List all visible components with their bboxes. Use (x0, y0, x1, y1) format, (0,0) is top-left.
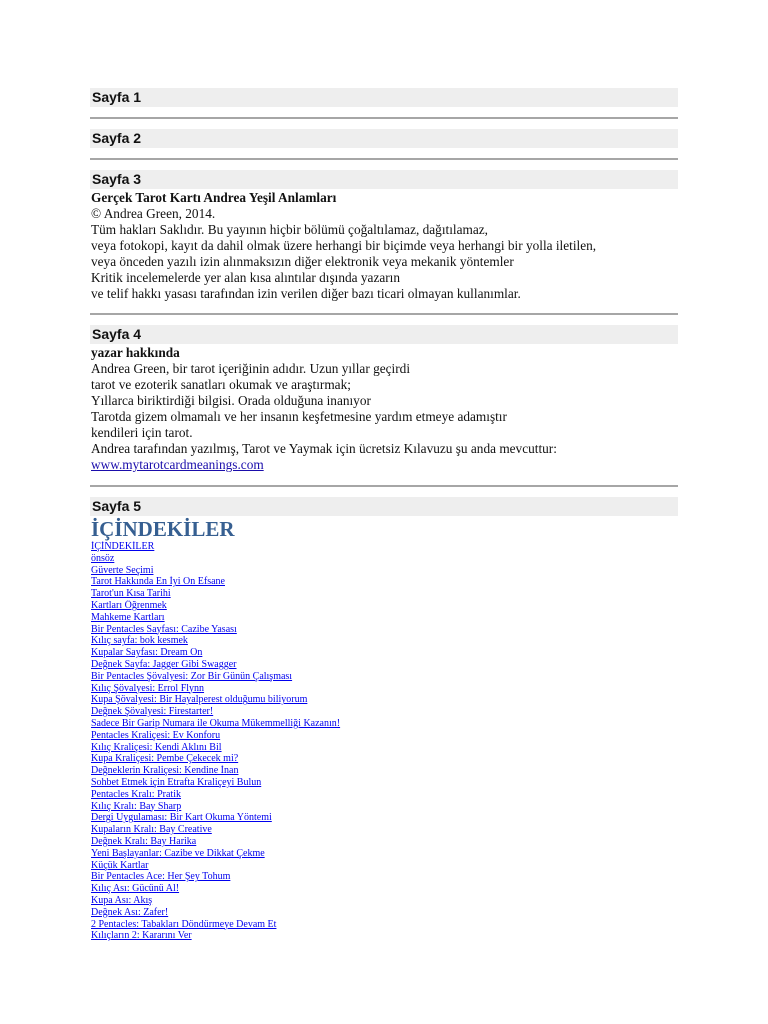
book-title: Gerçek Tarot Kartı Andrea Yeşil Anlamları (91, 190, 337, 205)
toc-item (91, 824, 678, 836)
toc-link[interactable]: Kupa Ası: Akış (91, 894, 153, 906)
text-line: Yıllarca biriktirdiği bilgisi. Orada olduğuna inanıyor (91, 393, 371, 408)
page-header-3: Sayfa 3 (90, 170, 678, 189)
toc-item (91, 612, 678, 624)
toc-item (91, 706, 678, 718)
toc-item (91, 742, 678, 754)
toc-item (91, 801, 678, 813)
page-4-body (90, 344, 678, 485)
text-line: Tüm hakları Saklıdır. Bu yayının hiçbir bölümü çoğaltılamaz, dağıtılamaz, (91, 222, 488, 237)
page-header-2: Sayfa 2 (90, 129, 678, 148)
text-line: veya önceden yazılı izin alınmaksızın diğer elektronik veya mekanik yöntemler (91, 254, 514, 269)
toc-link[interactable]: Kartları Öğrenmek (91, 599, 167, 611)
toc-item (91, 624, 678, 636)
copyright-line: © Andrea Green, 2014. (91, 206, 216, 221)
toc-item (91, 883, 678, 895)
toc-item (91, 694, 678, 706)
text-line: Tarotda gizem olmamalı ve her insanın keşfetmesine yardım etmeye adamıştır (91, 409, 507, 424)
page-header-5: Sayfa 5 (90, 497, 678, 516)
text-line: Andrea tarafından yazılmış, Tarot ve Yaymak için ücretsiz Kılavuzu şu anda mevcuttur: (91, 441, 557, 456)
page-5-body (90, 517, 678, 942)
toc-item (91, 576, 678, 588)
toc-link[interactable]: Değnek Sayfa: Jagger Gibi Swagger (91, 658, 237, 670)
toc-link[interactable]: Kılıç Ası: Gücünü Al! (91, 883, 180, 895)
toc-item (91, 895, 678, 907)
toc-link[interactable]: Güverte Seçimi (91, 564, 154, 576)
toc-item (91, 600, 678, 612)
toc-item (91, 671, 678, 683)
toc-link[interactable]: Kılıçların 2: Kararını Ver (91, 930, 192, 942)
toc-link[interactable]: Bir Pentacles Sayfası: Cazibe Yasası (91, 623, 237, 635)
toc-link[interactable]: Değnek Kralı: Bay Harika (91, 835, 197, 847)
toc-link[interactable]: Kupa Kraliçesi: Pembe Çekecek mi? (91, 753, 239, 765)
toc-link[interactable]: Bir Pentacles Ace: Her Şey Tohum (91, 871, 231, 883)
toc-item (91, 871, 678, 883)
toc-link[interactable]: Kılıç sayfa: bok kesmek (91, 635, 188, 647)
toc-link[interactable]: Yeni Başlayanlar: Cazibe ve Dikkat Çekme (91, 847, 265, 859)
text-line: Andrea Green, bir tarot içeriğinin adıdır. Uzun yıllar geçirdi (91, 361, 411, 376)
toc-item (91, 553, 678, 565)
toc-link[interactable]: Kılıç Şövalyesi: Errol Flynn (91, 682, 205, 694)
toc-link[interactable]: Değnek Ası: Zafer! (91, 906, 169, 918)
toc-item (91, 683, 678, 695)
toc-item (91, 765, 678, 777)
text-line: Kritik incelemelerde yer alan kısa alıntılar dışında yazarın (91, 270, 401, 285)
toc-link[interactable]: Kupaların Kralı: Bay Creative (91, 824, 212, 836)
toc-list (90, 541, 678, 942)
toc-link[interactable]: Bir Pentacles Şövalyesi: Zor Bir Günün Çalışması (91, 670, 293, 682)
text-line: veya fotokopi, kayıt da dahil olmak üzere herhangi bir biçimde veya herhangi bir yolla iletilen, (91, 238, 597, 253)
toc-item (91, 718, 678, 730)
toc-link[interactable]: Pentacles Kralı: Pratik (91, 788, 181, 800)
toc-item (91, 919, 678, 931)
toc-item (91, 565, 678, 577)
page-divider (90, 117, 678, 119)
page-3-body (90, 189, 678, 313)
page-header-1: Sayfa 1 (90, 88, 678, 107)
toc-item (91, 812, 678, 824)
page-divider (90, 485, 678, 487)
page-divider (90, 158, 678, 160)
toc-link[interactable]: önsöz (91, 552, 115, 564)
toc-item (91, 860, 678, 872)
website-link[interactable]: www.mytarotcardmeanings.com (91, 457, 264, 472)
toc-link[interactable]: Küçük Kartlar (91, 859, 149, 871)
toc-link[interactable]: Tarot Hakkında En İyi On Efsane (91, 576, 225, 588)
page-divider (90, 313, 678, 315)
toc-link[interactable]: İÇİNDEKİLER (91, 541, 155, 552)
toc-item (91, 730, 678, 742)
toc-link[interactable]: Kılıç Kraliçesi: Kendi Aklını Bil (91, 741, 222, 753)
toc-link[interactable]: Kılıç Kralı: Bay Sharp (91, 800, 182, 812)
toc-link[interactable]: 2 Pentacles: Tabakları Döndürmeye Devam Et (91, 918, 277, 930)
toc-item (91, 647, 678, 659)
toc-link[interactable]: Değneklerin Kraliçesi: Kendine İnan (91, 765, 239, 777)
toc-link[interactable]: Sadece Bir Garip Numara ile Okuma Mükemmelliği Kazanın! (91, 717, 341, 729)
toc-item (91, 836, 678, 848)
toc-heading: İÇİNDEKİLER (91, 517, 235, 541)
toc-item (91, 907, 678, 919)
page-2-body (90, 148, 678, 158)
section-heading: yazar hakkında (91, 345, 180, 360)
toc-item (91, 777, 678, 789)
toc-item (91, 848, 678, 860)
document (90, 78, 678, 942)
text-line: tarot ve ezoterik sanatları okumak ve araştırmak; (91, 377, 351, 392)
toc-item (91, 659, 678, 671)
toc-link[interactable]: Tarot'un Kısa Tarihi (91, 588, 171, 600)
toc-item (91, 541, 678, 553)
toc-link[interactable]: Mahkeme Kartları (91, 611, 165, 623)
toc-item (91, 588, 678, 600)
page-header-4: Sayfa 4 (90, 325, 678, 344)
toc-link[interactable]: Sohbet Etmek için Etrafta Kraliçeyi Bulun (91, 776, 262, 788)
toc-item (91, 753, 678, 765)
toc-link[interactable]: Pentacles Kraliçesi: Ev Konforu (91, 729, 221, 741)
toc-link[interactable]: Değnek Şövalyesi: Firestarter! (91, 706, 214, 718)
text-line: ve telif hakkı yasası tarafından izin verilen diğer bazı ticari olmayan kullanımlar. (91, 286, 521, 301)
toc-item (91, 635, 678, 647)
page-1-body (90, 107, 678, 117)
toc-item (91, 930, 678, 942)
toc-link[interactable]: Dergi Uygulaması: Bir Kart Okuma Yöntemi (91, 812, 272, 824)
text-line: kendileri için tarot. (91, 425, 193, 440)
toc-item (91, 789, 678, 801)
toc-link[interactable]: Kupa Şövalyesi: Bir Hayalperest olduğumu biliyorum (91, 694, 308, 706)
toc-link[interactable]: Kupalar Sayfası: Dream On (91, 647, 203, 659)
